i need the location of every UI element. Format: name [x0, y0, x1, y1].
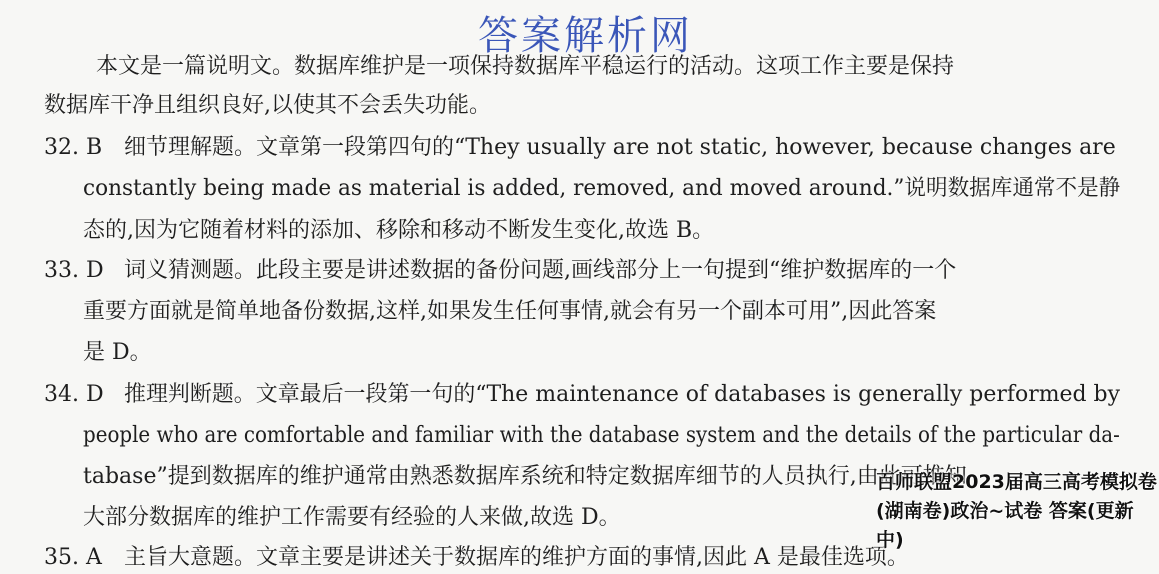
item-number: 32. B: [44, 135, 103, 160]
item-number: 34. D: [44, 382, 104, 407]
item-line: tabase”提到数据库的维护通常由熟悉数据库系统和特定数据库细节的人员执行,由此可推知: [83, 464, 967, 489]
item-line: 主旨大意题。文章主要是讲述关于数据库的维护方面的事情,因此 A 是最佳选项。: [124, 545, 909, 570]
intro-line-2: 数据库干净且组织良好,以使其不会丢失功能。: [44, 93, 491, 118]
item-line: people who are comfortable and familiar with the database system and the details of the particular da-: [83, 423, 1120, 448]
item-line: 推理判断题。文章最后一段第一句的“The maintenance of databases is generally performed by: [124, 382, 1121, 407]
item-line: 重要方面就是简单地备份数据,这样,如果发生任何事情,就会有另一个副本可用”,因此答案: [83, 299, 937, 324]
item-line: 态的,因为它随着材料的添加、移除和移动不断发生变化,故选 B。: [83, 218, 715, 243]
item-line: constantly being made as material is added, removed, and moved around.”说明数据库通常不是静: [83, 176, 1121, 201]
item-line: 细节理解题。文章第一段第四句的“They usually are not static, however, because changes are: [124, 135, 1116, 160]
item-line: 词义猜测题。此段主要是讲述数据的备份问题,画线部分上一句提到“维护数据库的一个: [124, 258, 957, 283]
item-line: 大部分数据库的维护工作需要有经验的人来做,故选 D。: [83, 505, 621, 530]
intro-line-1: 本文是一篇说明文。数据库维护是一项保持数据库平稳运行的活动。这项工作主要是保持: [96, 54, 955, 79]
item-line: 是 D。: [83, 340, 152, 365]
item-number: 35. A: [44, 545, 102, 570]
overlay-caption: 百师联盟2023届高三高考模拟卷(湖南卷)政治~试卷 答案(更新中): [876, 471, 1157, 551]
watermark-title: 答案解析网: [478, 13, 693, 59]
item-number: 33. D: [44, 258, 104, 283]
